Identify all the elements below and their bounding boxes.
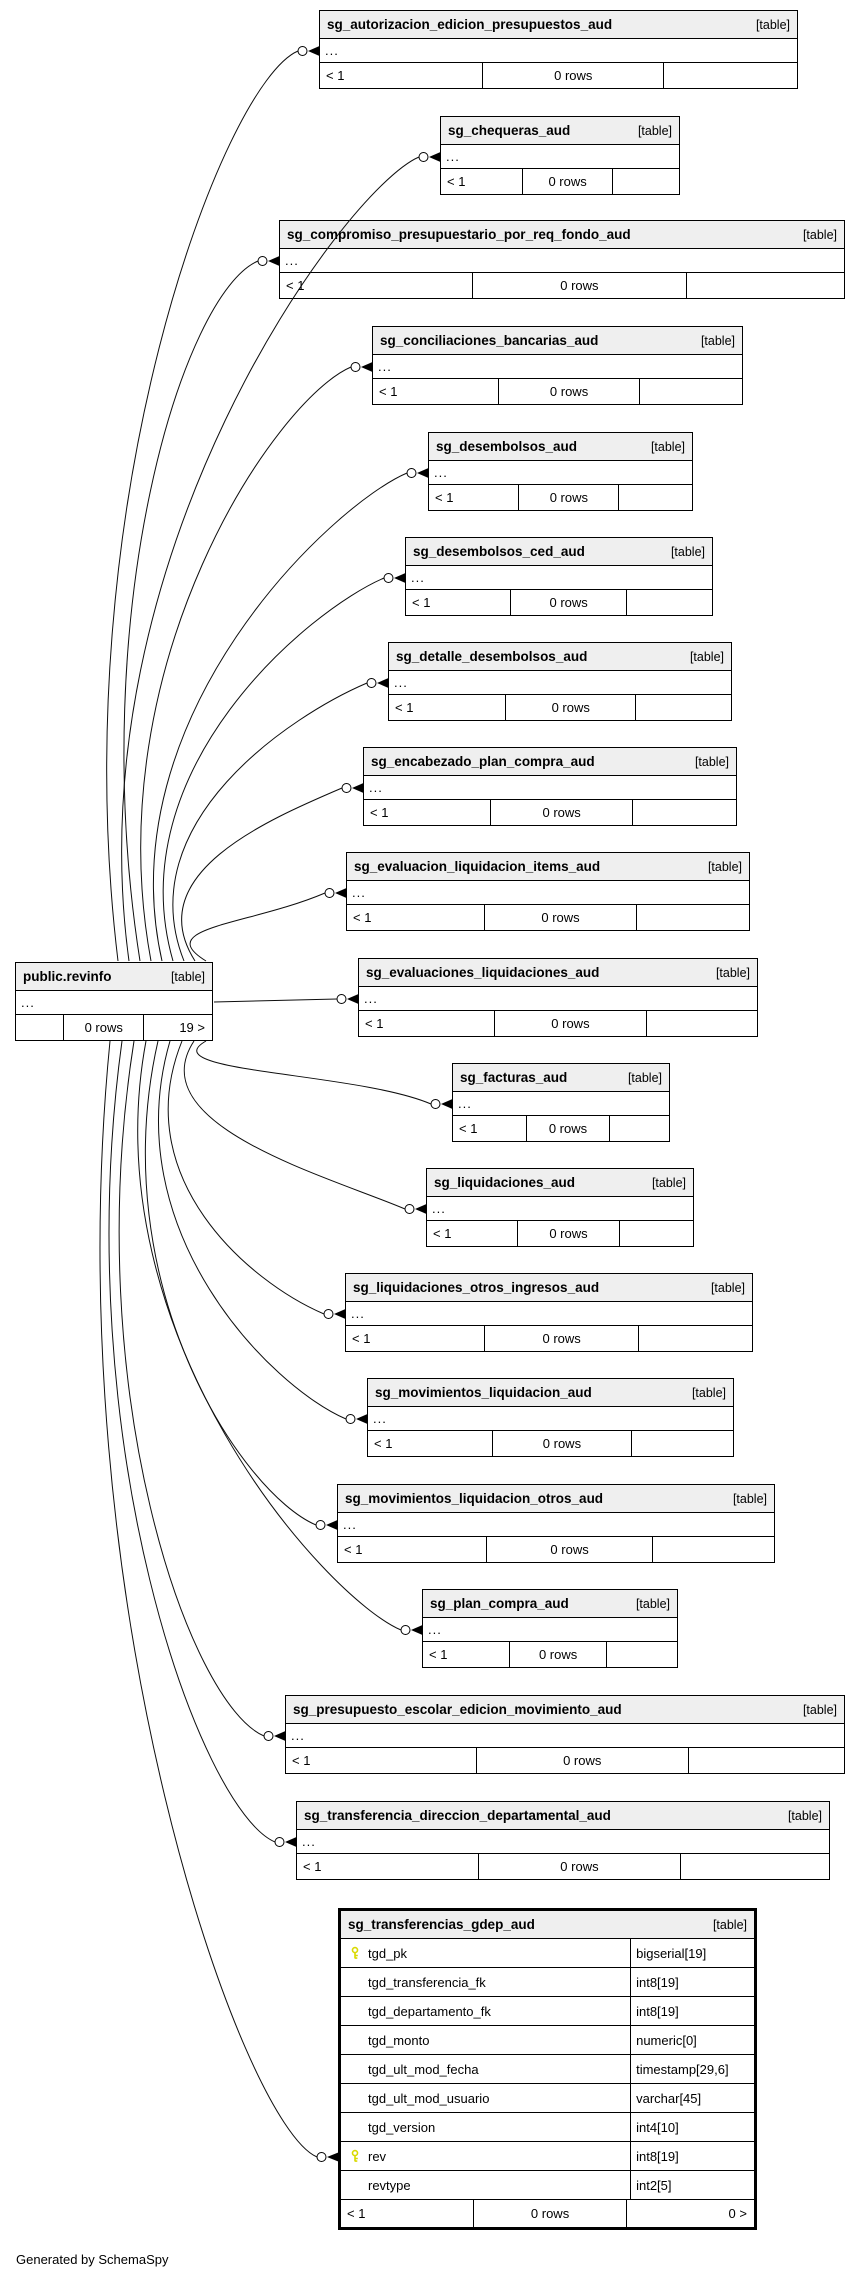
row-count: 0 rows [522,169,612,194]
column-type: int4[10] [630,2113,754,2141]
related-from-count: < 1 [303,1859,322,1874]
row-count: 0 rows [510,590,626,615]
fk-arrowhead-icon [417,468,429,478]
table-node[interactable] [319,10,798,89]
column-type: int8[19] [630,1968,754,1996]
generated-by-note: Generated by SchemaSpy [16,2252,169,2267]
table-header [341,1911,754,1939]
columns-ellipsis: ... [368,1407,733,1431]
column-row [341,1997,754,2026]
row-count: 0 rows [492,1431,631,1456]
fk-relationship-curve [182,788,342,961]
table-header [359,959,757,987]
table-footer [341,2200,754,2227]
fk-arrowhead-icon [352,783,364,793]
table-type-tag: [table] [635,1596,670,1611]
related-to-count [646,1011,757,1036]
table-name[interactable]: sg_encabezado_plan_compra_aud [371,754,595,769]
column-type: numeric[0] [630,2026,754,2054]
fk-relationship-curve [190,893,325,961]
column-name [341,2055,630,2083]
table-node[interactable] [452,1063,670,1142]
fk-circle-icon [419,153,428,162]
fk-circle-icon [384,574,393,583]
fk-arrowhead-icon [308,46,320,56]
column-name [341,1939,630,1967]
row-count: 0 rows [486,1537,652,1562]
related-from-count [16,1015,63,1040]
related-to-count [632,800,736,825]
fk-circle-icon [264,1732,273,1741]
table-header [389,643,731,671]
table-header [368,1379,733,1407]
table-header [423,1590,677,1618]
table-footer [373,379,742,404]
fk-arrowhead-icon [347,994,359,1004]
columns-ellipsis: ... [280,249,844,273]
fk-arrowhead-icon [411,1625,423,1635]
row-count: 0 rows [498,379,638,404]
columns-ellipsis: ... [429,461,692,485]
fk-arrowhead-icon [334,1309,346,1319]
table-name[interactable]: sg_evaluacion_liquidacion_items_aud [354,859,601,874]
table-node[interactable] [428,432,693,511]
row-count: 0 rows [482,63,663,88]
fk-relationship-curve [107,51,298,961]
table-footer [429,485,692,510]
column-name-text: rev [368,2148,387,2164]
column-row [341,2084,754,2113]
table-node[interactable] [405,537,713,616]
table-name[interactable]: sg_compromiso_presupuestario_por_req_fondo_aud [287,227,631,242]
related-from-count: < 1 [433,1226,452,1241]
related-to-count: 19 > [143,1015,212,1040]
fk-circle-icon [316,1521,325,1530]
table-footer [406,590,712,615]
table-name[interactable]: sg_desembolsos_aud [436,439,578,454]
table-type-tag: [table] [802,1702,837,1717]
table-type-tag: [table] [732,1491,767,1506]
table-node[interactable] [363,747,737,826]
fk-relationship-curve [100,1041,317,2157]
table-header [347,853,749,881]
row-count: 0 rows [494,1011,645,1036]
column-name [341,2142,630,2170]
columns-ellipsis: ... [347,881,749,905]
column-name-text: revtype [368,2177,411,2193]
table-header [364,748,736,776]
table-type-tag: [table] [170,969,205,984]
table-node[interactable] [296,1801,830,1880]
fk-arrowhead-icon [377,678,389,688]
fk-circle-icon [346,1415,355,1424]
fk-arrowhead-icon [441,1099,453,1109]
table-name[interactable]: sg_movimientos_liquidacion_aud [375,1385,592,1400]
columns-ellipsis: ... [320,39,797,63]
row-count: 0 rows [509,1642,606,1667]
columns-ellipsis: ... [346,1302,752,1326]
related-to-count [612,169,679,194]
column-name [341,1997,630,2025]
fk-arrowhead-icon [361,362,373,372]
fk-relationship-curve [214,999,337,1002]
related-to-count [686,273,844,298]
column-type: varchar[45] [630,2084,754,2112]
related-to-count [636,905,749,930]
fk-circle-icon [401,1626,410,1635]
fk-relationship-curve [124,261,258,961]
table-name[interactable]: sg_liquidaciones_aud [434,1175,576,1190]
table-node[interactable] [15,962,213,1041]
table-type-tag: [table] [700,333,735,348]
fk-circle-icon [342,784,351,793]
primary-key-icon [349,2150,361,2163]
table-node[interactable] [372,326,743,405]
related-from-count: < 1 [292,1753,311,1768]
columns-ellipsis: ... [16,991,212,1015]
related-from-count: < 1 [395,700,414,715]
table-node[interactable] [279,220,845,299]
fk-circle-icon [367,679,376,688]
related-from-count: < 1 [326,68,345,83]
table-footer [359,1011,757,1036]
table-name[interactable]: sg_conciliaciones_bancarias_aud [380,333,599,348]
table-node[interactable] [345,1273,753,1352]
related-from-count: < 1 [353,910,372,925]
related-to-count [609,1116,669,1141]
primary-key-icon [349,1947,361,1960]
fk-relationship-curve [158,1041,346,1419]
table-name[interactable]: sg_detalle_desembolsos_aud [396,649,588,664]
table-node[interactable] [337,1484,775,1563]
table-header [346,1274,752,1302]
column-name-text: tgd_departamento_fk [368,2003,491,2019]
column-row [341,2142,754,2171]
fk-arrowhead-icon [394,573,406,583]
table-type-tag: [table] [694,754,729,769]
columns-ellipsis: ... [297,1830,829,1854]
related-from-count: < 1 [370,805,389,820]
table-node[interactable] [346,852,750,931]
table-name[interactable]: sg_autorizacion_edicion_presupuestos_aud [327,17,613,32]
fk-circle-icon [324,1310,333,1319]
fk-arrowhead-icon [356,1414,368,1424]
table-type-tag: [table] [707,859,742,874]
row-count: 0 rows [526,1116,608,1141]
fk-circle-icon [298,47,307,56]
table-type-tag: [table] [710,1280,745,1295]
row-count: 0 rows [473,2200,626,2227]
fk-relationship-curve [109,1041,275,1842]
fk-arrowhead-icon [415,1204,427,1214]
column-row [341,1968,754,1997]
table-header [406,538,712,566]
related-to-count [606,1642,677,1667]
table-type-tag: [table] [650,439,685,454]
columns-ellipsis: ... [359,987,757,1011]
columns-ellipsis: ... [453,1092,669,1116]
table-header [429,433,692,461]
table-footer [368,1431,733,1456]
table-node[interactable] [426,1168,694,1247]
related-to-count [626,590,712,615]
related-to-count [618,485,692,510]
fk-relationship-curve [197,1041,431,1104]
table-header [297,1802,829,1830]
table-footer [297,1854,829,1879]
fk-arrowhead-icon [335,888,347,898]
fk-circle-icon [351,363,360,372]
table-name[interactable]: sg_chequeras_aud [448,123,571,138]
column-name-text: tgd_ult_mod_usuario [368,2090,490,2106]
table-footer [347,905,749,930]
row-count: 0 rows [518,485,618,510]
related-from-count: < 1 [412,595,431,610]
table-footer [427,1221,693,1246]
column-row [341,2113,754,2142]
table-header [286,1696,844,1724]
related-to-count [639,379,742,404]
table-name[interactable]: sg_facturas_aud [460,1070,568,1085]
fk-arrowhead-icon [268,256,280,266]
fk-circle-icon [317,2153,326,2162]
column-name [341,2113,630,2141]
columns-ellipsis: ... [406,566,712,590]
fk-circle-icon [431,1100,440,1109]
fk-arrowhead-icon [429,152,441,162]
table-type-tag: [table] [787,1808,822,1823]
table-name[interactable]: sg_presupuesto_escolar_edicion_movimiento_aud [293,1702,622,1717]
fk-circle-icon [405,1205,414,1214]
table-type-tag: [table] [689,649,724,664]
related-from-count: < 1 [365,1016,384,1031]
fk-relationship-curve [145,1041,316,1525]
row-count: 0 rows [476,1748,688,1773]
fk-arrowhead-icon [326,1520,338,1530]
column-name-text: tgd_pk [368,1945,408,1961]
column-type: timestamp[29,6] [630,2055,754,2083]
fk-relationship-curve [173,683,367,961]
table-type-tag: [table] [627,1070,662,1085]
table-type-tag: [table] [755,17,790,32]
row-count: 0 rows [490,800,631,825]
table-header [427,1169,693,1197]
fk-relationship-curve [119,1041,264,1736]
columns-ellipsis: ... [427,1197,693,1221]
related-to-count [652,1537,774,1562]
table-type-tag: [table] [691,1385,726,1400]
related-to-count [663,63,797,88]
table-node[interactable] [388,642,732,721]
table-footer [346,1326,752,1351]
column-row [341,2026,754,2055]
columns-ellipsis: ... [338,1513,774,1537]
column-name [341,1968,630,1996]
table-node[interactable] [367,1378,734,1457]
related-to-count [638,1326,752,1351]
related-to-count [619,1221,693,1246]
table-node[interactable] [422,1589,678,1668]
related-from-count: < 1 [347,2206,366,2221]
table-footer [16,1015,212,1040]
columns-ellipsis: ... [286,1724,844,1748]
table-footer [286,1748,844,1773]
table-header [338,1485,774,1513]
column-name [341,2026,630,2054]
table-header [16,963,212,991]
fk-circle-icon [407,469,416,478]
row-count: 0 rows [517,1221,618,1246]
column-row [341,2055,754,2084]
column-name-text: tgd_version [368,2119,436,2135]
table-node[interactable] [338,1908,757,2230]
column-name-text: tgd_monto [368,2032,430,2048]
row-count: 0 rows [505,695,635,720]
columns-ellipsis: ... [441,145,679,169]
table-footer [364,800,736,825]
table-type-tag: [table] [670,544,705,559]
row-count: 0 rows [484,1326,638,1351]
related-from-count: < 1 [459,1121,478,1136]
related-to-count: 0 > [626,2200,754,2227]
table-header [453,1064,669,1092]
row-count: 0 rows [472,273,686,298]
fk-arrowhead-icon [285,1837,297,1847]
fk-circle-icon [275,1838,284,1847]
columns-ellipsis: ... [364,776,736,800]
columns-ellipsis: ... [389,671,731,695]
table-footer [389,695,731,720]
fk-arrowhead-icon [274,1731,286,1741]
table-name[interactable]: sg_evaluaciones_liquidaciones_aud [366,965,600,980]
table-footer [423,1642,677,1667]
related-from-count: < 1 [352,1331,371,1346]
column-type: int2[5] [630,2171,754,2199]
related-from-count: < 1 [429,1647,448,1662]
related-to-count [635,695,731,720]
table-name[interactable]: sg_transferencias_gdep_aud [348,1917,535,1932]
table-header [320,11,797,39]
table-name[interactable]: public.revinfo [23,969,112,984]
table-name[interactable]: sg_transferencia_direccion_departamental_aud [304,1808,611,1823]
related-to-count [631,1431,733,1456]
columns-ellipsis: ... [373,355,742,379]
table-type-tag: [table] [637,123,672,138]
related-from-count: < 1 [374,1436,393,1451]
columns-ellipsis: ... [423,1618,677,1642]
column-name-text: tgd_ult_mod_fecha [368,2061,479,2077]
table-footer [453,1116,669,1141]
table-footer [280,273,844,298]
table-node[interactable] [358,958,758,1037]
related-from-count: < 1 [379,384,398,399]
table-node[interactable] [440,116,680,195]
fk-relationship-curve [168,1041,324,1314]
table-type-tag: [table] [802,227,837,242]
table-footer [338,1537,774,1562]
column-type: int8[19] [630,2142,754,2170]
related-from-count: < 1 [435,490,454,505]
fk-relationship-curve [184,1041,405,1209]
table-name[interactable]: sg_plan_compra_aud [430,1596,569,1611]
table-header [280,221,844,249]
table-type-tag: [table] [651,1175,686,1190]
table-type-tag: [table] [712,1917,747,1932]
column-row [341,1939,754,1968]
column-row [341,2171,754,2200]
related-to-count [680,1854,829,1879]
table-name[interactable]: sg_desembolsos_ced_aud [413,544,585,559]
row-count: 0 rows [484,905,637,930]
table-footer [320,63,797,88]
related-from-count: < 1 [344,1542,363,1557]
table-name[interactable]: sg_movimientos_liquidacion_otros_aud [345,1491,604,1506]
table-name[interactable]: sg_liquidaciones_otros_ingresos_aud [353,1280,600,1295]
row-count: 0 rows [63,1015,143,1040]
fk-circle-icon [325,889,334,898]
column-type: int8[19] [630,1997,754,2025]
column-name [341,2084,630,2112]
column-type: bigserial[19] [630,1939,754,1967]
related-from-count: < 1 [447,174,466,189]
table-header [441,117,679,145]
table-type-tag: [table] [715,965,750,980]
column-name-text: tgd_transferencia_fk [368,1974,486,1990]
related-from-count: < 1 [286,278,305,293]
related-to-count [688,1748,844,1773]
table-node[interactable] [285,1695,845,1774]
row-count: 0 rows [478,1854,680,1879]
column-name [341,2171,630,2199]
table-footer [441,169,679,194]
fk-relationship-curve [141,367,351,961]
fk-circle-icon [337,995,346,1004]
fk-circle-icon [258,257,267,266]
table-header [373,327,742,355]
